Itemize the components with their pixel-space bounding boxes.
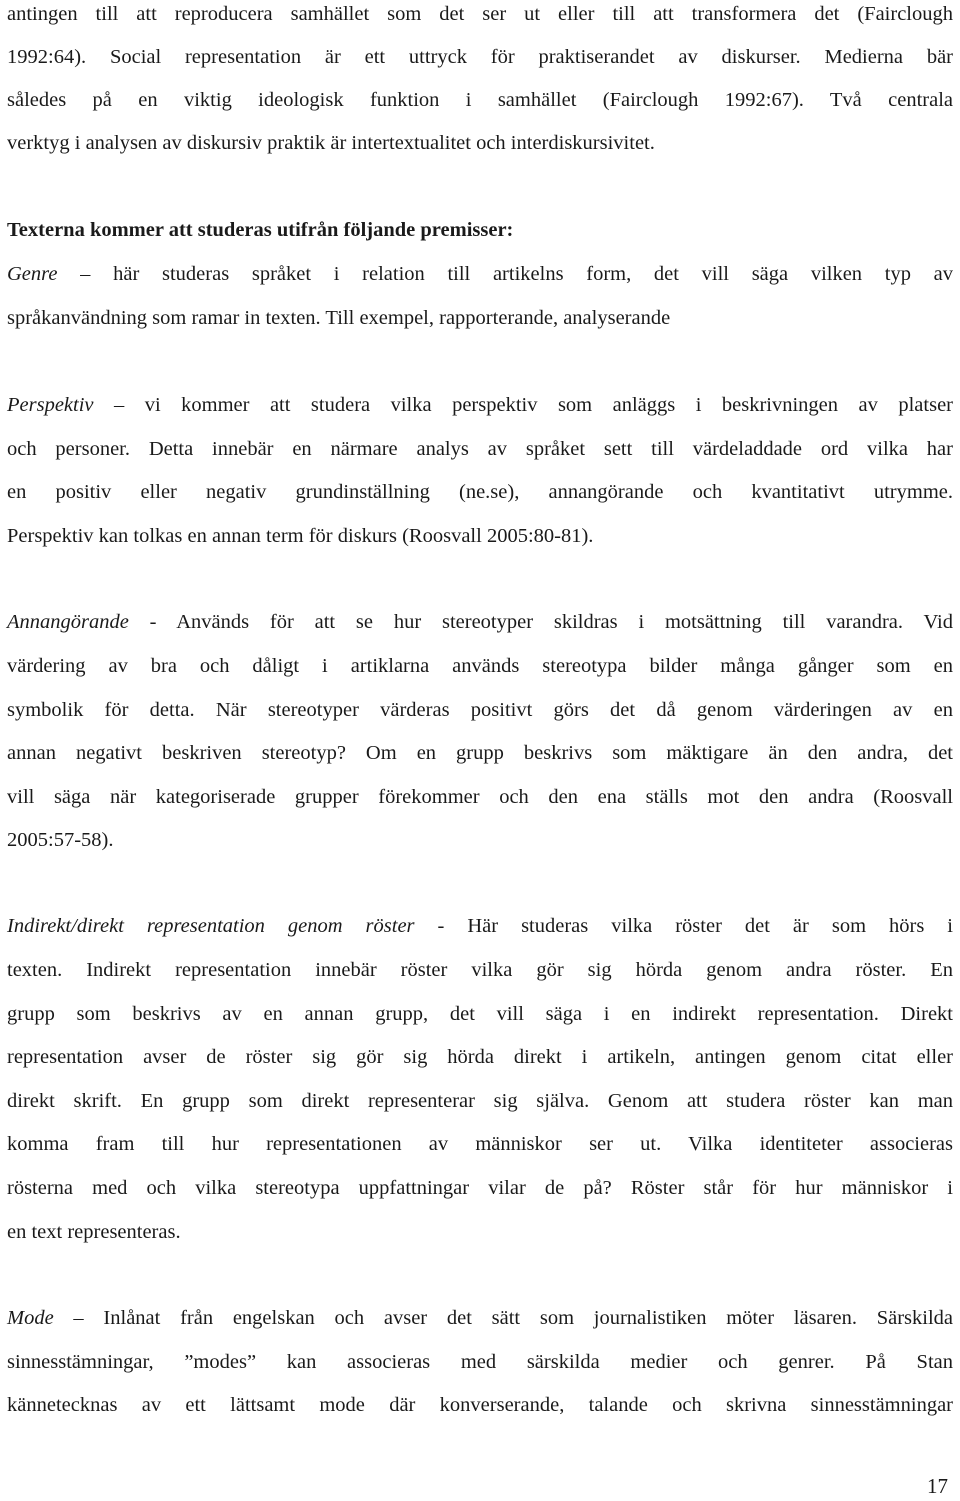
text-line: 2005:57-58). <box>7 829 114 851</box>
text-line: verktyg i analysen av diskursiv praktik är intertextualitet och interdiskursivitet. <box>7 132 655 154</box>
text-span: – Inlånat från engelskan och avser det sätt som journalistiken möter läsaren. Särskilda <box>53 1307 953 1329</box>
text-span: - Här studeras vilka röster det är som hörs i <box>414 915 954 937</box>
text-line: annan negativt beskriven stereotyp? Om en grupp beskrivs som mäktigare än den andra, det <box>7 742 953 764</box>
term-genre: Genre <box>7 263 58 285</box>
text-line: språkanvändning som ramar in texten. Till exempel, rapporterande, analyserande <box>7 307 671 329</box>
text-line: således på en viktig ideologisk funktion i samhället (Fairclough 1992:67). Två centrala <box>7 89 953 111</box>
text-line: rösterna med och vilka stereotypa uppfattningar vilar de på? Röster står för hur människor i <box>7 1177 953 1199</box>
text-line: antingen till att reproducera samhället som det ser ut eller till att transformera det (Fairclough <box>7 3 953 25</box>
text-line: Perspektiv kan tolkas en annan term för diskurs (Roosvall 2005:80-81). <box>7 525 594 547</box>
text-line: en positiv eller negativ grundinställning (ne.se), annangörande och kvantitativt utrymme. <box>7 481 953 503</box>
text-line: vill säga när kategoriserade grupper förekommer och den ena ställs mot den andra (Roosvall <box>7 786 953 808</box>
term-roster: Indirekt/direkt representation genom röster <box>7 915 415 937</box>
text-line: komma fram till hur representationen av människor ser ut. Vilka identiteter associeras <box>7 1133 953 1155</box>
page-number: 17 <box>927 1474 948 1498</box>
text-span: – här studeras språket i relation till artikelns form, det vill säga vilken typ av <box>57 263 953 285</box>
section-heading: Texterna kommer att studeras utifrån följande premisser: <box>7 219 514 241</box>
text-line: direkt skrift. En grupp som direkt representerar sig själva. Genom att studera röster kan man <box>7 1090 953 1112</box>
text-line <box>7 262 953 286</box>
text-line: värdering av bra och dåligt i artiklarna används stereotypa bilder många gånger som en <box>7 655 953 677</box>
term-annangorande: Annangörande <box>7 611 129 633</box>
text-line <box>7 393 953 417</box>
text-line <box>7 1306 953 1330</box>
text-line: grupp som beskrivs av en annan grupp, det vill säga i en indirekt representation. Direkt <box>7 1003 953 1025</box>
text-line: och personer. Detta innebär en närmare analys av språket sett till värdeladdade ord vilka har <box>7 438 953 460</box>
text-line <box>7 610 953 634</box>
text-line: en text representeras. <box>7 1221 181 1243</box>
text-line: sinnesstämningar, ”modes” kan associeras med särskilda medier och genrer. På Stan <box>7 1351 953 1373</box>
text-line: texten. Indirekt representation innebär röster vilka gör sig hörda genom andra röster. En <box>7 959 953 981</box>
text-line: 1992:64). Social representation är ett uttryck för praktiserandet av diskurser. Medierna bär <box>7 46 953 68</box>
term-mode: Mode <box>7 1307 54 1329</box>
term-perspektiv: Perspektiv <box>7 394 94 416</box>
text-line: kännetecknas av ett lättsamt mode där konverserande, talande och skrivna sinnesstämningar <box>7 1394 953 1416</box>
text-line: symbolik för detta. När stereotyper värderas positivt görs det då genom värderingen av en <box>7 699 953 721</box>
text-line: representation avser de röster sig gör sig hörda direkt i artikeln, antingen genom citat eller <box>7 1046 953 1068</box>
text-span: - Används för att se hur stereotyper skildras i motsättning till varandra. Vid <box>128 611 953 633</box>
text-span: – vi kommer att studera vilka perspektiv som anläggs i beskrivningen av platser <box>93 394 953 416</box>
text-line <box>7 914 953 938</box>
